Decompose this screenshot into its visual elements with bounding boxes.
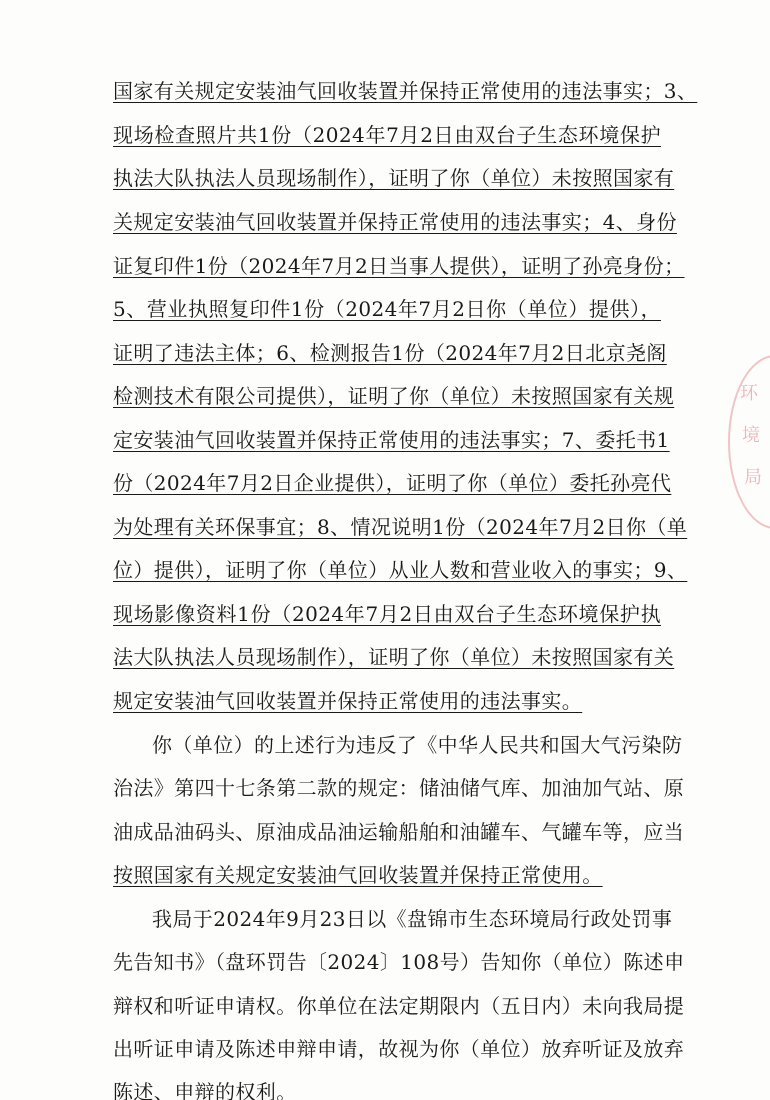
text-line: 现场检查照片共1份（2024年7月2日由双台子生态环境保护 (113, 123, 661, 147)
text-line: 关规定安装油气回收装置并保持正常使用的违法事实；4、身份 (113, 210, 677, 234)
text-line: 规定安装油气回收装置并保持正常使用的违法事实。 (113, 689, 583, 713)
text-line: 执法大队执法人员现场制作），证明了你（单位）未按照国家有 (113, 166, 675, 190)
text-line: 检测技术有限公司提供），证明了你（单位）未按照国家有关规 (113, 384, 675, 408)
text-line: 证明了违法主体；6、检测报告1份（2024年7月2日北京尧阁 (113, 341, 667, 365)
text-line: 5、营业执照复印件1份（2024年7月2日你（单位）提供）， (113, 297, 661, 321)
text-line: 法大队执法人员现场制作），证明了你（单位）未按照国家有关 (113, 645, 675, 669)
text-line: 定安装油气回收装置并保持正常使用的违法事实；7、委托书1 (113, 428, 670, 452)
text-line: 国家有关规定安装油气回收装置并保持正常使用的违法事实；3、 (113, 79, 698, 103)
seal-char: 境 (742, 425, 760, 446)
text-line: 你（单位）的上述行为违反了《中华人民共和国大气污染防 (152, 733, 683, 757)
text-line: 份（2024年7月2日企业提供），证明了你（单位）委托孙亮代 (113, 471, 672, 495)
text-line: 先告知书》（盘环罚告〔2024〕108号）告知你（单位）陈述申 (113, 950, 685, 974)
seal-char: 局 (744, 467, 762, 488)
text-line: 为处理有关环保事宜；8、情况说明1份（2024年7月2日你（单 (113, 515, 688, 539)
text-line: 按照国家有关规定安装油气回收装置并保持正常使用。 (113, 863, 603, 887)
text-line: 陈述、申辩的权利。 (113, 1080, 297, 1100)
text-line: 证复印件1份（2024年7月2日当事人提供），证明了孙亮身份； (113, 254, 685, 278)
text-line: 治法》第四十七条第二款的规定：储油储气库、加油加气站、原 (113, 776, 685, 800)
text-line: 辩权和听证申请权。你单位在法定期限内（五日内）未向我局提 (113, 994, 685, 1018)
text-line: 油成品油码头、原油成品油运输船舶和油罐车、气罐车等，应当 (113, 820, 685, 844)
text-line: 位）提供），证明了你（单位）从业人数和营业收入的事实；9、 (113, 558, 688, 582)
text-line: 现场影像资料1份（2024年7月2日由双台子生态环境保护执 (113, 602, 661, 626)
text-line: 出听证申请及陈述申辩申请，故视为你（单位）放弃听证及放弃 (113, 1037, 685, 1061)
official-seal (728, 355, 770, 529)
seal-char: 环 (740, 383, 758, 404)
text-line: 我局于2024年9月23日以《盘锦市生态环境局行政处罚事 (152, 907, 673, 931)
